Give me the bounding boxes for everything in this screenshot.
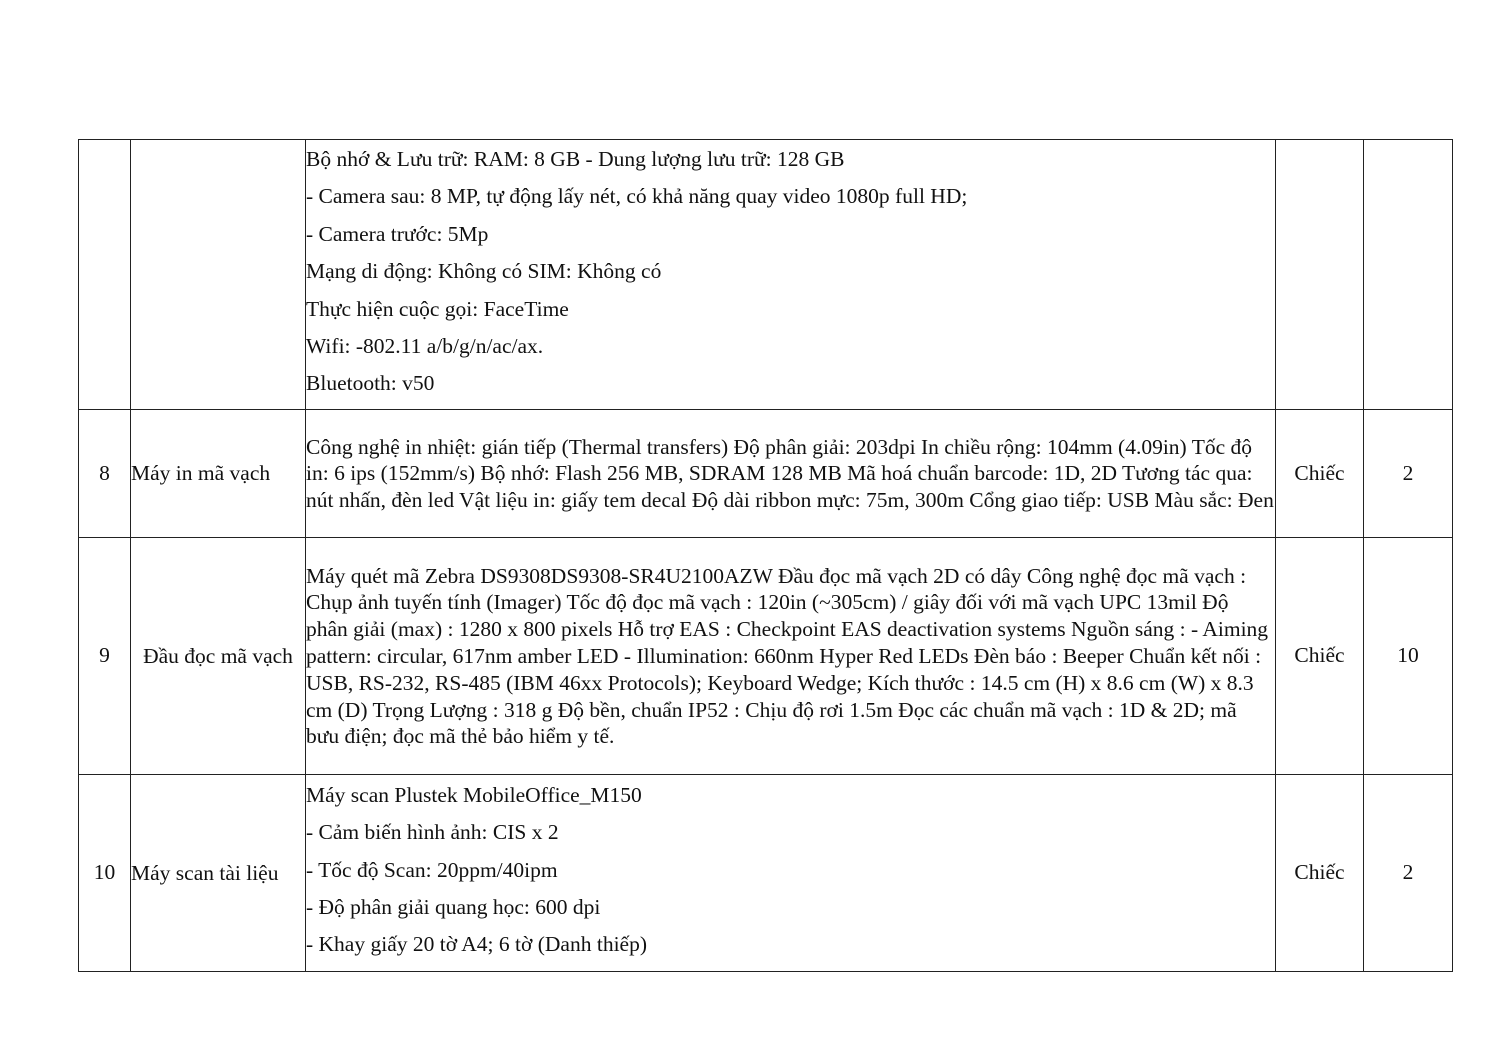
item-unit [1276, 140, 1364, 410]
row-number [79, 140, 131, 410]
item-name [131, 140, 306, 410]
item-quantity: 2 [1364, 774, 1453, 971]
item-quantity: 10 [1364, 537, 1453, 774]
table-row [79, 409, 1453, 537]
spec-line: Wifi: -802.11 a/b/g/n/ac/ax. [306, 334, 544, 359]
item-spec [306, 140, 1276, 410]
spec-line: Bộ nhớ & Lưu trữ: RAM: 8 GB - Dung lượng lưu trữ: 128 GB [306, 147, 845, 171]
spec-line: - Độ phân giải quang học: 600 dpi [306, 895, 601, 920]
spec-line: Bluetooth: v50 [306, 371, 435, 396]
item-spec [306, 537, 1276, 774]
equipment-spec-table [78, 139, 1453, 972]
row-number: 8 [79, 409, 131, 537]
item-name: Máy scan tài liệu [131, 774, 306, 971]
spec-line: Mạng di động: Không có SIM: Không có [306, 259, 662, 284]
spec-line: Máy scan Plustek MobileOffice_M150 [306, 782, 642, 807]
spec-paragraph: Công nghệ in nhiệt: gián tiếp (Thermal transfers) Độ phân giải: 203dpi In chiều rộng: 104mm (4.09in) Tốc độ in: 6 ips (152mm/s) Bộ nhớ: Flash 256 MB, SDRAM 128 MB Mã hoá chuẩn barcode: 1D, 2D Tương tác qua: nút nhấn, đèn led Vật liệu in: giấy tem decal Độ dài ribbon mực: 75m, 300m Cổng giao tiếp: USB Màu sắc: Đen [306, 434, 1274, 513]
row-number: 9 [79, 537, 131, 774]
spec-line: Thực hiện cuộc gọi: FaceTime [306, 296, 569, 321]
table-row [79, 537, 1453, 774]
spec-line: - Camera sau: 8 MP, tự động lấy nét, có khả năng quay video 1080p full HD; [306, 184, 968, 209]
spec-paragraph: Máy quét mã Zebra DS9308DS9308-SR4U2100AZW Đầu đọc mã vạch 2D có dây Công nghệ đọc mã vạch : Chụp ảnh tuyến tính (Imager) Tốc độ đọc mã vạch : 120in (~305cm) / giây đối với mã vạch UPC 13mil Độ phân giải (max) : 1280 x 800 pixels Hỗ trợ EAS : Checkpoint EAS deactivation systems Nguồn sáng : - Aiming pattern: circular, 617nm amber LED - Illumination: 660nm Hyper Red LEDs Đèn báo : Beeper Chuẩn kết nối : USB, RS-232, RS-485 (IBM 46xx Protocols); Keyboard Wedge; Kích thước : 14.5 cm (H) x 8.6 cm (W) x 8.3 cm (D) Trọng Lượng : 318 g Độ bền, chuẩn IP52 : Chịu độ rơi 1.5m Đọc các chuẩn mã vạch : 1D & 2D; mã bưu điện; đọc mã thẻ bảo hiểm y tế. [306, 563, 1269, 749]
spec-line: - Khay giấy 20 tờ A4; 6 tờ (Danh thiếp) [306, 932, 647, 957]
spec-line: - Tốc độ Scan: 20ppm/40ipm [306, 857, 558, 882]
item-unit: Chiếc [1276, 774, 1364, 971]
item-spec [306, 774, 1276, 971]
item-unit: Chiếc [1276, 537, 1364, 774]
item-quantity: 2 [1364, 409, 1453, 537]
spec-line: - Cảm biến hình ảnh: CIS x 2 [306, 820, 559, 845]
spec-line: - Camera trước: 5Mp [306, 221, 489, 246]
item-spec [306, 409, 1276, 537]
table-row [79, 140, 1453, 410]
item-quantity [1364, 140, 1453, 410]
row-number: 10 [79, 774, 131, 971]
table-row [79, 774, 1453, 971]
item-name: Máy in mã vạch [131, 409, 306, 537]
item-name: Đầu đọc mã vạch [131, 537, 306, 774]
item-unit: Chiếc [1276, 409, 1364, 537]
